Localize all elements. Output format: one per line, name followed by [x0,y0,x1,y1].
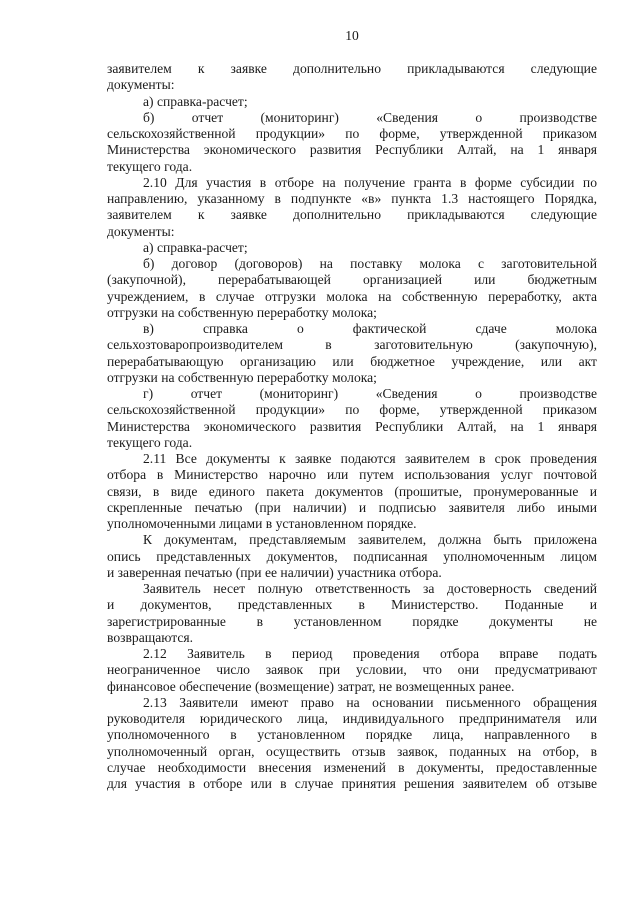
text-line: уполномоченными лицами в установленном порядке. [107,516,417,531]
text-line: б) отчет (мониторинг) «Сведения о производстве [143,109,597,125]
text-line: зарегистрированные в установленном порядке документы не [107,613,597,629]
text-line: и документов, представленных в Министерство. Поданные и [107,597,597,613]
text-line: сельскохозяйственной продукции» по форме, утвержденной приказом [107,126,597,141]
text-line: 2.12 Заявитель в период проведения отбора вправе подать [143,646,597,661]
text-line: документы: [107,77,175,93]
text-line: Министерства экономического развития Республики Алтай, на 1 января [107,142,597,158]
text-line: Заявитель несет полную ответственность за достоверность сведений [143,581,597,596]
text-line: неограниченное число заявок при условии, что они предусматривают [107,662,597,678]
text-line: перерабатывающую организацию или бюджетное учреждение, или акт [107,353,597,369]
page-number: 10 [345,28,359,43]
text-line: уполномоченного в установленном порядке лица, направленного в [107,727,597,743]
text-line: г) отчет (мониторинг) «Сведения о производстве [143,386,597,401]
text-line: направлению, указанному в подпункте «в» пункта 1.3 настоящего Порядка, [107,191,597,206]
text-line: 2.11 Все документы к заявке подаются заявителем в срок проведения [143,451,597,466]
text-line: связи, в виде единого пакета документов (прошитые, пронумерованные и [107,483,597,499]
text-line: (закупочной), перерабатывающей организацией или бюджетным [107,272,597,288]
text-line: учреждением, в случае отгрузки молока на собственную переработку, акта [107,288,597,304]
text-line: К документам, представляемым заявителем, должна быть приложена [143,532,597,548]
text-line: в) справка о фактической сдаче молока [143,321,597,336]
text-line: руководителя юридического лица, индивидуального предпринимателя или [107,711,597,726]
text-line: текущего года. [107,158,193,174]
text-line: опись представленных документов, подписанная уполномоченным лицом [107,548,597,564]
text-line: скрепленные печатью (при наличии) и подписью заявителя либо иными [107,499,597,515]
text-line: сельскохозяйственной продукции» по форме, утвержденной приказом [107,402,597,418]
text-line: заявителем к заявке дополнительно прикладываются следующие [107,207,597,223]
text-line: текущего года. [107,434,193,450]
text-line: отгрузки на собственную переработку молока; [107,304,377,320]
text-line: финансовое обеспечение (возмещение) затрат, не возмещенных ранее. [107,678,515,694]
text-line: 2.10 Для участия в отборе на получение гранта в форме субсидии по [143,174,597,190]
text-line: возвращаются. [107,629,194,645]
text-line: а) справка-расчет; [143,239,248,255]
text-line: а) справка-расчет; [143,93,248,109]
text-line: заявителем к заявке дополнительно прикладываются следующие [107,61,597,76]
text-line: Министерства экономического развития Республики Алтай, на 1 января [107,418,597,434]
document-page [107,0,597,905]
text-line: и заверенная печатью (при ее наличии) участника отбора. [107,564,442,580]
document-body [107,61,597,792]
text-line: отгрузки на собственную переработку молока; [107,369,377,385]
text-line: б) договор (договоров) на поставку молока с заготовительной [143,256,597,271]
text-line: уполномоченный орган, осуществить отзыв заявок, поданных на отбор, в [107,743,597,759]
text-line: для участия в отборе или в случае принятия решения заявителем об отзыве [107,776,597,791]
text-line: отбора в Министерство нарочно или путем использования услуг почтовой [107,467,597,483]
text-line: сельхозтоваропроизводителем в заготовительную (закупочную), [107,337,597,353]
text-line: 2.13 Заявители имеют право на основании письменного обращения [143,694,597,710]
text-line: случае необходимости внесения изменений в документы, предоставленные [107,759,597,775]
text-line: документы: [107,223,175,239]
